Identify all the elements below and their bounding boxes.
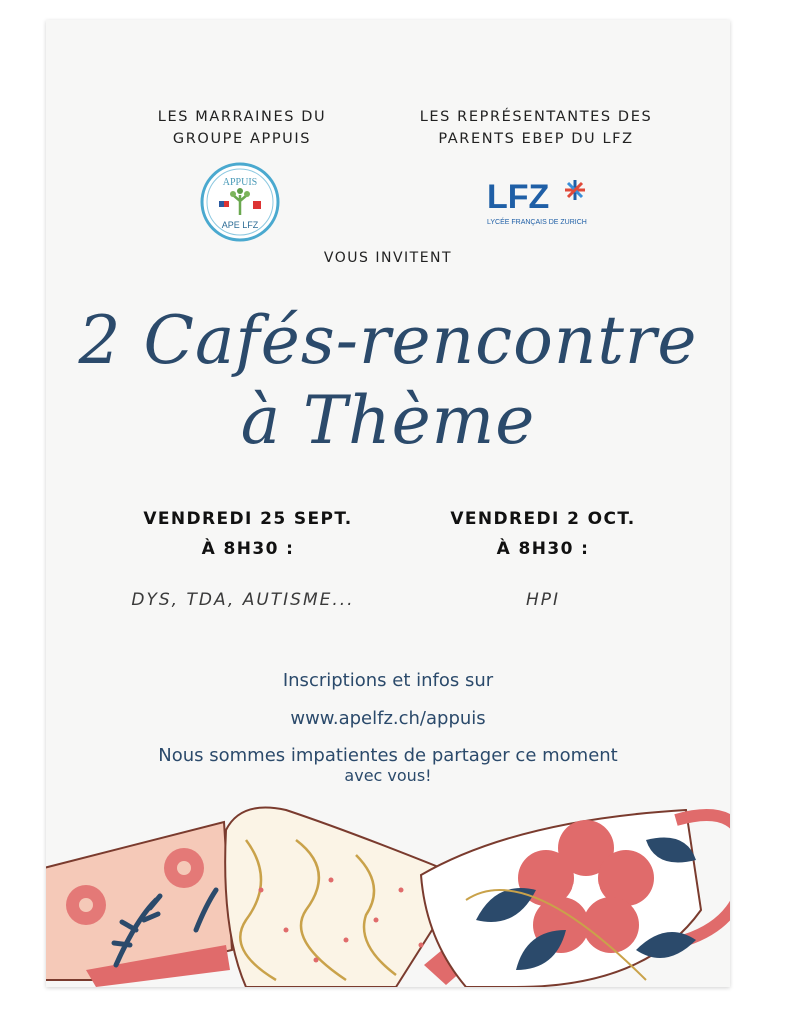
lfz-star-icon [565, 180, 585, 200]
left-teacup-icon [46, 822, 232, 987]
invitation-flyer [46, 20, 730, 987]
event-2-date: VENDREDI 2 OCT. [450, 509, 636, 529]
title-line1: 2 Cafés-rencontre [78, 302, 698, 379]
appuis-logo [199, 161, 281, 243]
host-right-line2: PARENTS EBEP DU LFZ [438, 131, 634, 147]
lfz-logo [483, 170, 593, 230]
info-line1: Inscriptions et infos sur [282, 670, 494, 691]
closing-line2: avec vous! [344, 766, 432, 785]
event-1-topic: DYS, TDA, AUTISME... [131, 590, 355, 610]
closing-line1: Nous sommes impatientes de partager ce moment [158, 745, 618, 766]
host-right-line1: LES REPRÉSENTANTES DES [419, 109, 653, 125]
event-2-time: À 8H30 : [496, 539, 590, 559]
right-teacup-icon [421, 810, 730, 987]
host-left-line2: GROUPE APPUIS [172, 131, 312, 147]
event-1-date: VENDREDI 25 SEPT. [143, 509, 353, 529]
appuis-logo-bottom: APE LFZ [221, 220, 259, 230]
event-1-time: À 8H30 : [201, 539, 295, 559]
appuis-logo-top: APPUIS [222, 177, 258, 188]
event-2-topic: HPI [525, 590, 561, 610]
invite-label: VOUS INVITENT [323, 250, 453, 266]
event-1-when [118, 504, 378, 564]
appuis-website-link[interactable]: www.apelfz.ch/appuis [290, 708, 486, 729]
lfz-logo-caption: LYCÉE FRANÇAIS DE ZURICH [487, 219, 587, 226]
host-left-line1: LES MARRAINES DU [157, 109, 327, 125]
host-left [124, 106, 360, 150]
teacups-illustration [46, 780, 730, 987]
event-2-when [418, 504, 668, 564]
lfz-logo-mark: LFZ [487, 178, 550, 216]
title-line2: à Thème [240, 382, 536, 459]
host-right [386, 106, 686, 150]
